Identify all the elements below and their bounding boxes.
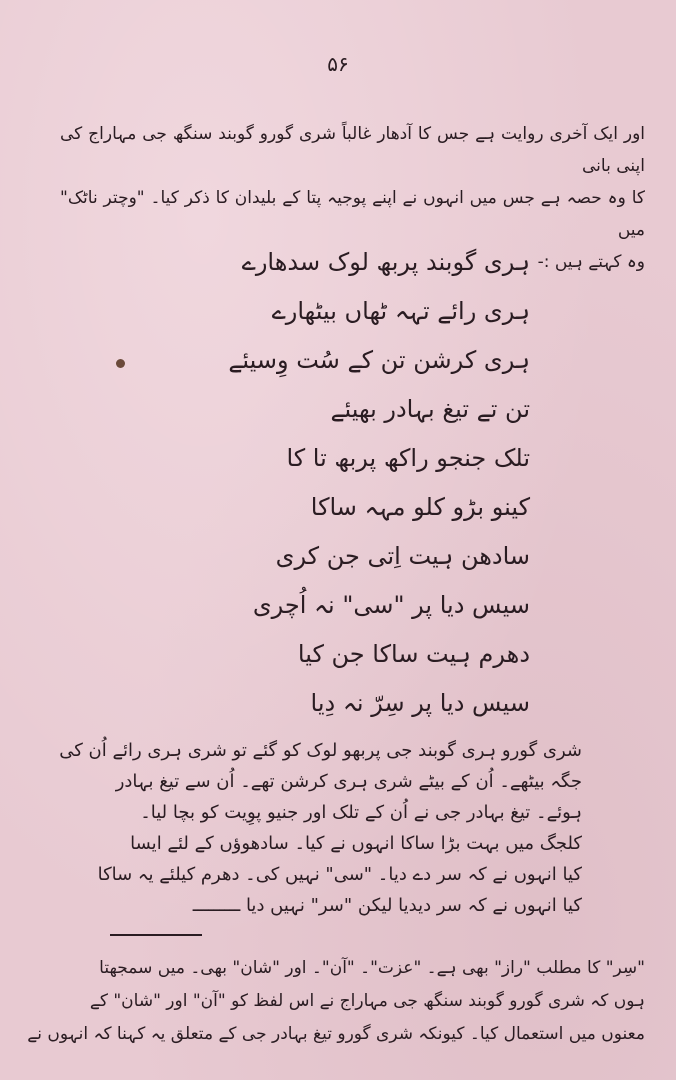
verse-line: سادھن ہیت اِتی جن کری [275,542,530,570]
commentary-line: کیا انہوں نے کہ سر دے دیا۔ "سی" نہیں کی۔ دھرم کیلئے یہ ساکا [97,864,582,885]
footnote-divider [110,934,202,936]
verse-line: سیس دیا پر "سی" نہ اُچری [252,591,530,619]
verse-line: ہری رائے تہہ ٹھاں بیٹھارے [271,297,530,325]
verse-line: ہری گوبند پربھ لوک سدھارے [241,248,530,276]
commentary-line: کلجگ میں بہت بڑا ساکا انہوں نے کیا۔ سادھوؤں کے لئے ایسا [130,833,582,854]
footnote-line: معنوں میں استعمال کیا۔ کیونکہ شری گورو تیغ بہادر جی کے متعلق یہ کہنا کہ انہوں نے [27,1024,645,1044]
intro-line: اور ایک آخری روایت ہے جس کا آدھار غالباً شری گورو گوبند سنگھ جی مہاراج کی اپنی بانی [60,124,645,176]
commentary-line: ہوئے۔ تیغ بہادر جی نے اُن کے تلک اور جنیو پوِیت کو بچا لیا۔ [140,802,582,823]
intro-line: وہ کہتے ہیں :- [537,252,645,272]
verse-block [150,238,530,728]
verse-line: تن تے تیغ بہادر بھیئے [330,395,530,423]
verse-line: سیس دیا پر سِرّ نہ دِیا [310,689,530,717]
commentary-line: شری گورو ہری گوبند جی پربھو لوک کو گئے تو شری ہری رائے اُن کی [59,740,582,761]
commentary-line: کیا انہوں نے کہ سر دیدیا لیکن "سر" نہیں دیا ـــــــــ [192,895,582,916]
footnote-line: "سِر" کا مطلب "راز" بھی ہے۔ "عزت"۔ "آن"۔ اور "شان" بھی۔ میں سمجھتا [99,958,645,978]
page-number: ۵۶ [327,52,349,76]
verse-line: کینو بڑو کلو مہہ ساکا [310,493,530,521]
verse-line: تلک جنجو راکھ پربھ تا کا [286,444,530,472]
commentary-paragraph [59,735,582,921]
footnote-paragraph [27,952,645,1051]
intro-line: کا وہ حصہ ہے جس میں انہوں نے اپنے پوجیہ پتا کے بلیدان کا ذکر کیا۔ "وچتر ناٹک" میں [60,188,645,240]
footnote-line: ہوں کہ شری گورو گوبند سنگھ جی مہاراج نے اس لفظ کو "آن" اور "شان" کے [89,991,645,1011]
ink-blot [116,359,125,368]
verse-line: دھرم ہیت ساکا جن کیا [297,640,530,668]
verse-line: ہری کرشن تن کے سُت وِسیئے [228,346,530,374]
commentary-line: جگہ بیٹھے۔ اُن کے بیٹے شری ہری کرشن تھے۔ اُن سے تیغ بہادر [115,771,582,792]
